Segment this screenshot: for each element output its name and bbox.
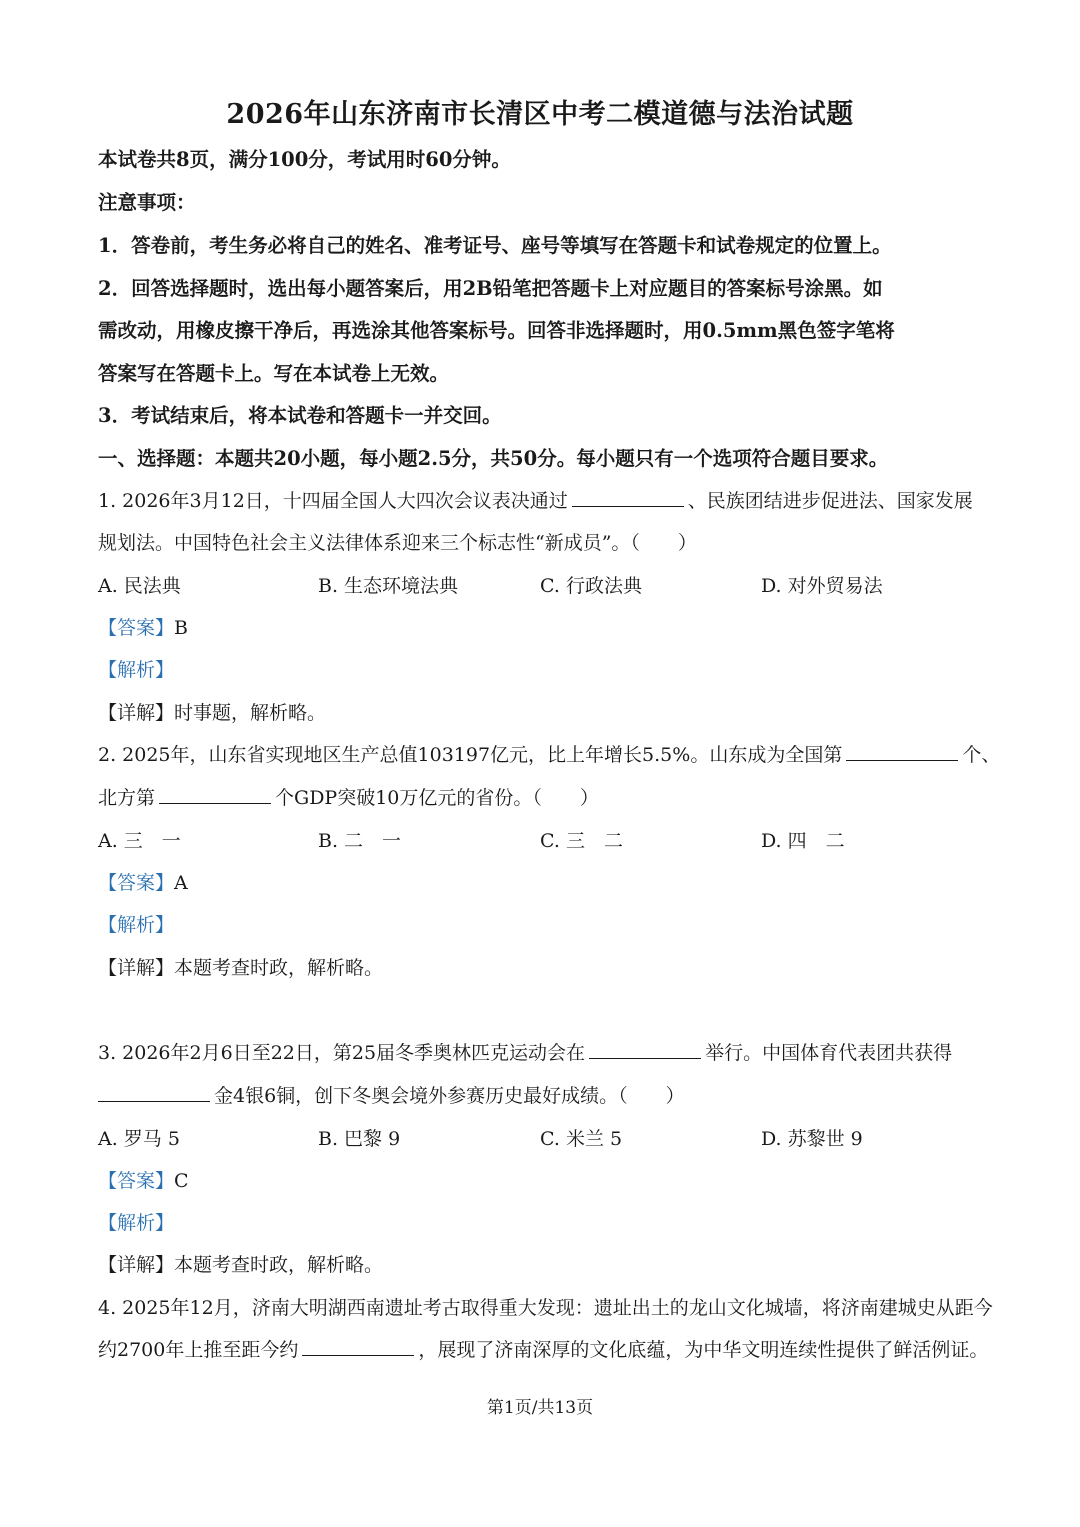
detail-text: 本题考查时政，解析略。: [174, 957, 384, 979]
notice-item: 1．答卷前，考生务必将自己的姓名、准考证号、座号等填写在答题卡和试卷规定的位置上。: [98, 234, 892, 257]
detail-text: 时事题，解析略。: [174, 702, 327, 724]
analysis-line: [98, 912, 988, 938]
option-c: C. 三 二: [540, 830, 623, 852]
page-footer: 第1页/共13页: [486, 1398, 594, 1418]
option-c: C. 行政法典: [540, 575, 642, 597]
answer-blank: [846, 742, 958, 761]
option-a: A. 罗马 5: [98, 1128, 180, 1150]
detail-line: [98, 955, 988, 981]
answer-blank: [302, 1337, 414, 1356]
question-stem: 3. 2026年2月6日至22日，第25届冬季奥林匹克运动会在 举行。中国体育代表团共获得: [98, 1042, 953, 1064]
analysis-tag: 【解析】: [98, 659, 175, 681]
question-stem: 1. 2026年3月12日，十四届全国人大四次会议表决通过 、民族团结进步促进法、国家发展: [98, 490, 973, 512]
notice-item: 需改动，用橡皮擦干净后，再选涂其他答案标号。回答非选择题时，用0.5mm黑色签字笔将: [98, 319, 895, 342]
answer-tag: 【答案】: [98, 872, 175, 894]
option-a: A. 三 一: [98, 830, 181, 852]
answer-line: [98, 615, 988, 641]
notice-item: 3．考试结束后，将本试卷和答题卡一并交回。: [98, 404, 502, 427]
question-stem: 金4银6铜，创下冬奥会境外参赛历史最好成绩。（ ）: [98, 1083, 988, 1109]
option-d: D. 对外贸易法: [761, 575, 883, 597]
notice-header: 注意事项：: [98, 191, 196, 214]
detail-tag: 【详解】: [98, 1254, 175, 1276]
exam-intro: 本试卷共8页，满分100分，考试用时60分钟。: [98, 148, 511, 171]
option-d: D. 四 二: [761, 830, 845, 852]
answer-value: B: [174, 617, 188, 639]
analysis-line: [98, 657, 988, 683]
notice-item: 答案写在答题卡上。写在本试卷上无效。: [98, 362, 450, 385]
page-title: 2026年山东济南市长清区中考二模道德与法治试题: [226, 99, 854, 130]
option-b: B. 巴黎 9: [318, 1128, 401, 1150]
answer-value: C: [174, 1170, 189, 1192]
answer-line: [98, 870, 988, 896]
option-b: B. 生态环境法典: [318, 575, 459, 597]
question-stem: 规划法。中国特色社会主义法律体系迎来三个标志性“新成员”。（ ）: [98, 532, 697, 554]
question-stem: 2. 2025年，山东省实现地区生产总值103197亿元，比上年增长5.5%。山东成为全国第 个、: [98, 744, 1001, 766]
analysis-line: [98, 1210, 988, 1236]
detail-line: [98, 700, 988, 726]
option-c: C. 米兰 5: [540, 1128, 623, 1150]
detail-line: [98, 1252, 988, 1278]
answer-tag: 【答案】: [98, 1170, 175, 1192]
answer-tag: 【答案】: [98, 617, 175, 639]
analysis-tag: 【解析】: [98, 914, 175, 936]
section-heading: 一、选择题：本题共20小题，每小题2.5分，共50分。每小题只有一个选项符合题目要求。: [98, 447, 889, 470]
detail-tag: 【详解】: [98, 957, 175, 979]
option-d: D. 苏黎世 9: [761, 1128, 863, 1150]
detail-text: 本题考查时政，解析略。: [174, 1254, 384, 1276]
answer-blank: [589, 1040, 701, 1059]
question-stem: 约2700年上推至距今约 ，展现了济南深厚的文化底蕴，为中华文明连续性提供了鲜活例证。: [98, 1339, 989, 1361]
answer-blank: [98, 1083, 210, 1102]
analysis-tag: 【解析】: [98, 1212, 175, 1234]
notice-item: 2．回答选择题时，选出每小题答案后，用2B铅笔把答题卡上对应题目的答案标号涂黑。如: [98, 277, 883, 300]
detail-tag: 【详解】: [98, 702, 175, 724]
answer-blank: [159, 785, 271, 804]
answer-value: A: [174, 872, 188, 894]
answer-blank: [572, 488, 684, 507]
option-b: B. 二 一: [318, 830, 402, 852]
question-stem: 北方第 个GDP突破10万亿元的省份。（ ）: [98, 787, 599, 809]
answer-line: [98, 1168, 988, 1194]
option-a: A. 民法典: [98, 575, 181, 597]
question-stem: 4. 2025年12月，济南大明湖西南遗址考古取得重大发现：遗址出土的龙山文化城墙，将济南建城史从距今: [98, 1297, 993, 1319]
